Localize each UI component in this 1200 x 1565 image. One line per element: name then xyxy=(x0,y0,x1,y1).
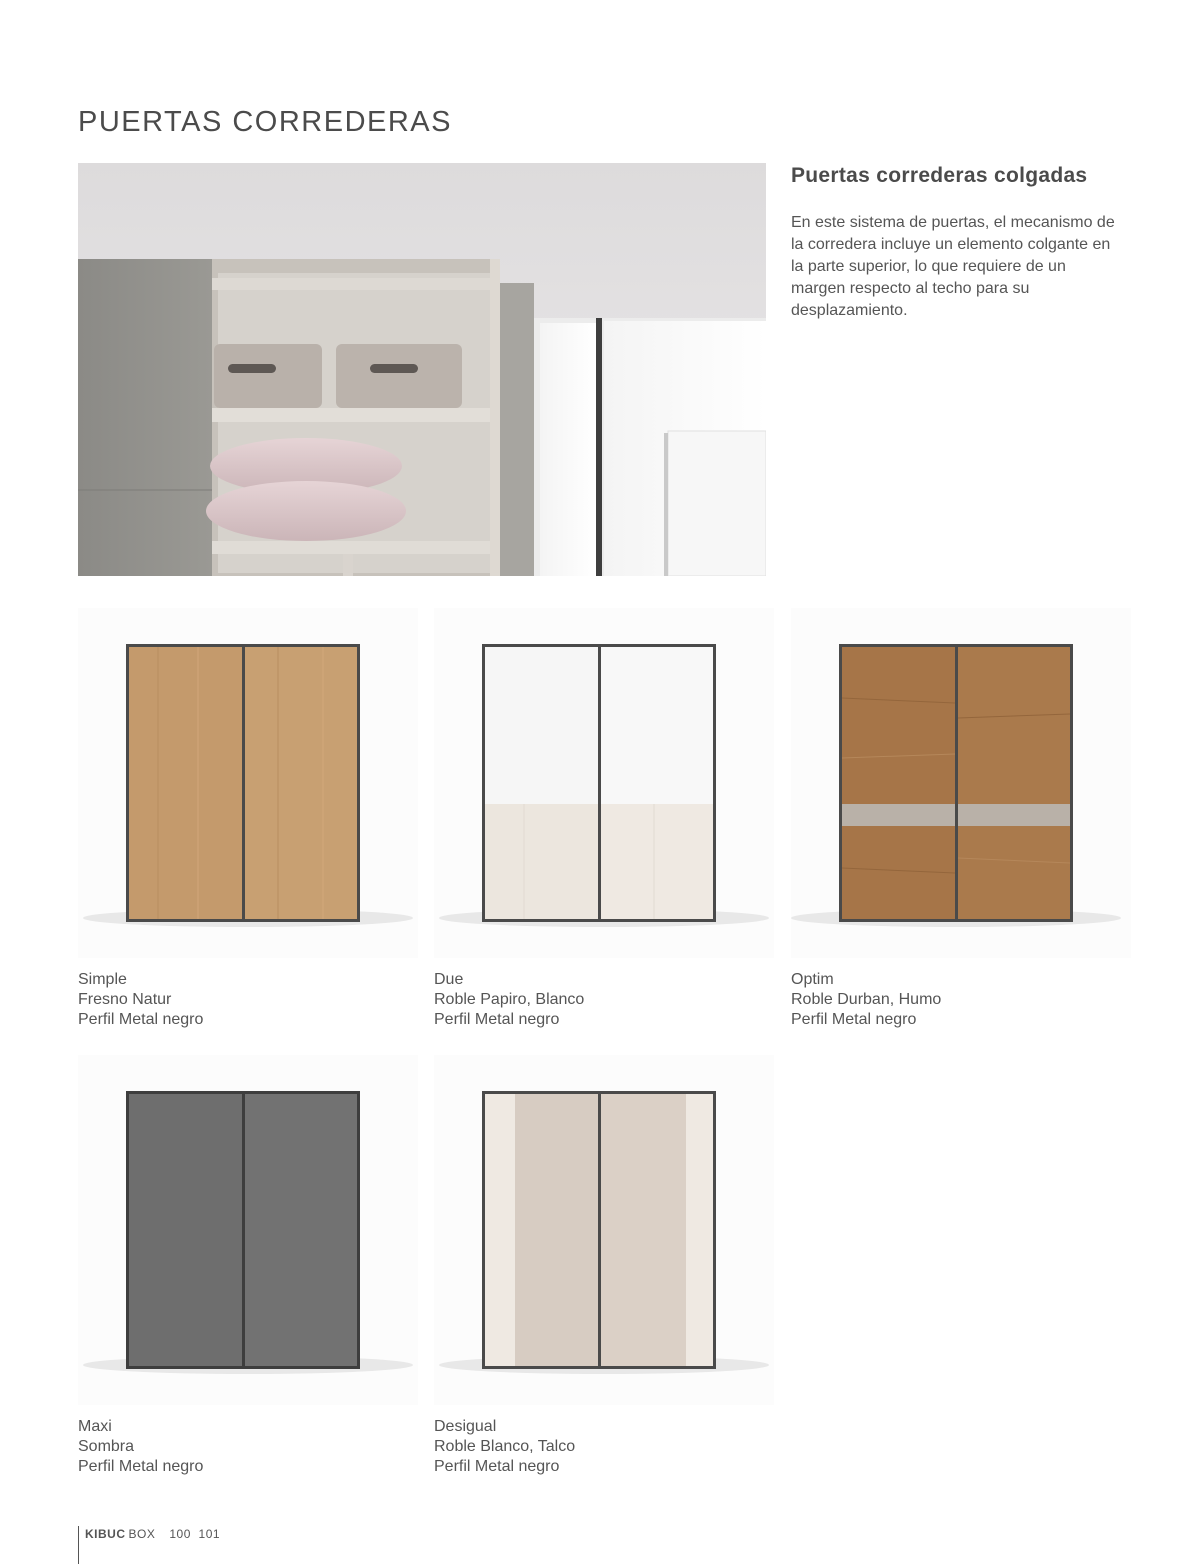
product-caption xyxy=(78,1417,418,1477)
product-card-maxi xyxy=(78,1055,418,1477)
product-caption xyxy=(434,1417,774,1477)
intro-section xyxy=(791,164,1121,322)
product-model: Optim xyxy=(791,971,834,988)
hero-photo-wardrobe-interior xyxy=(78,163,766,576)
wardrobe-image-optim xyxy=(791,608,1131,958)
product-caption xyxy=(791,970,1131,1030)
product-profile: Perfil Metal negro xyxy=(434,1458,560,1475)
product-profile: Perfil Metal negro xyxy=(791,1011,917,1028)
product-caption xyxy=(78,970,418,1030)
product-card-optim xyxy=(791,608,1131,1030)
brand-logo-text: KIBUC xyxy=(85,1527,126,1541)
product-finish: Roble Durban, Humo xyxy=(791,991,942,1008)
product-card-desigual xyxy=(434,1055,774,1477)
product-model: Desigual xyxy=(434,1418,497,1435)
product-profile: Perfil Metal negro xyxy=(78,1458,204,1475)
product-model: Simple xyxy=(78,971,127,988)
product-caption xyxy=(434,970,774,1030)
product-card-simple xyxy=(78,608,418,1030)
product-card-due xyxy=(434,608,774,1030)
product-model: Due xyxy=(434,971,464,988)
product-model: Maxi xyxy=(78,1418,112,1435)
section-description: En este sistema de puertas, el mecanismo de la corredera incluye un elemento colgante en la parte superior, lo que requiere de un margen respecto al techo para su desplazamiento. xyxy=(791,214,1115,319)
product-finish: Roble Blanco, Talco xyxy=(434,1438,576,1455)
wardrobe-image-maxi xyxy=(78,1055,418,1405)
collection-name: BOX xyxy=(128,1527,156,1541)
product-profile: Perfil Metal negro xyxy=(78,1011,204,1028)
page-footer xyxy=(78,1526,220,1564)
page-numbers: 100 101 xyxy=(169,1527,221,1541)
wardrobe-image-desigual xyxy=(434,1055,774,1405)
product-profile: Perfil Metal negro xyxy=(434,1011,560,1028)
page-title: PUERTAS CORREDERAS xyxy=(78,106,452,138)
product-finish: Roble Papiro, Blanco xyxy=(434,991,585,1008)
wardrobe-image-due xyxy=(434,608,774,958)
wardrobe-image-simple xyxy=(78,608,418,958)
section-heading: Puertas correderas colgadas xyxy=(791,164,1088,187)
product-finish: Fresno Natur xyxy=(78,991,172,1008)
product-finish: Sombra xyxy=(78,1438,135,1455)
